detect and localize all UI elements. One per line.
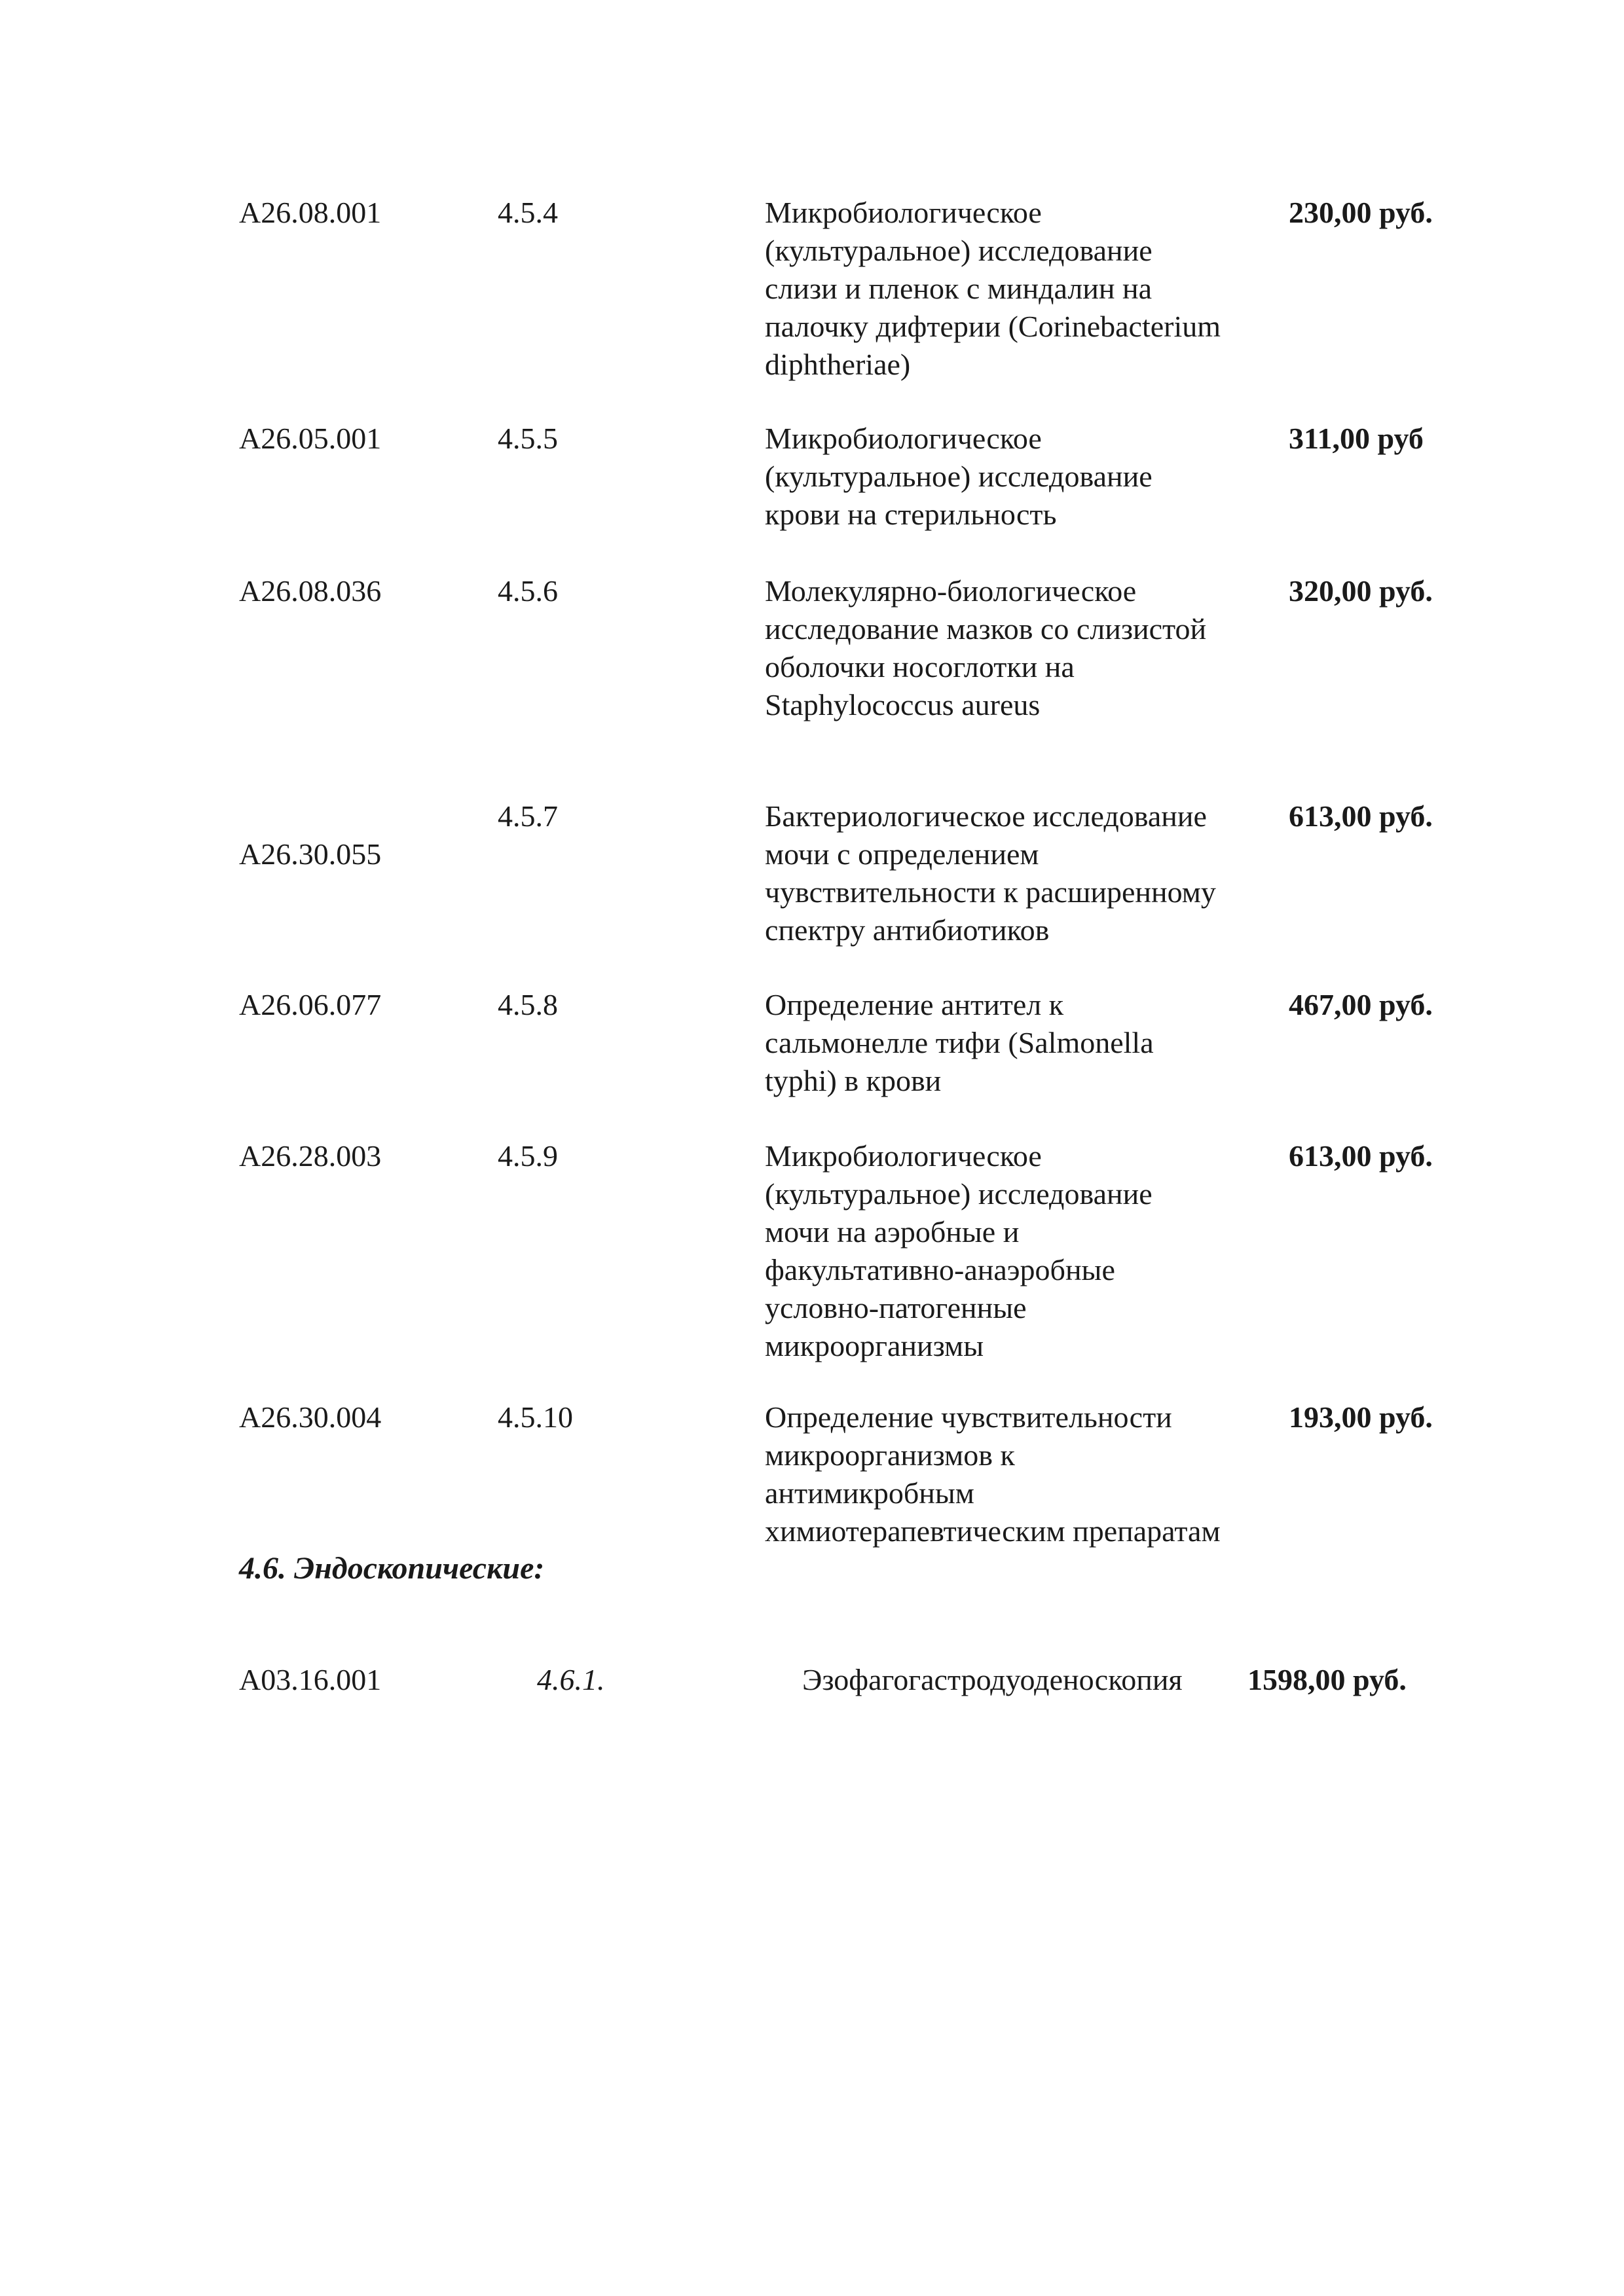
service-code: А03.16.001 bbox=[239, 1663, 382, 1696]
description-line: палочку дифтерии (Corinebacterium bbox=[765, 310, 1221, 343]
description-line: спектру антибиотиков bbox=[765, 913, 1050, 947]
description-line: микроорганизмы bbox=[765, 1329, 984, 1362]
service-code: А26.08.036 bbox=[239, 574, 382, 608]
service-code: А26.05.001 bbox=[239, 422, 382, 455]
description-line: (культуральное) исследование bbox=[765, 460, 1153, 493]
description-line: мочи на аэробные и bbox=[765, 1215, 1020, 1248]
description-line: оболочки носоглотки на bbox=[765, 650, 1075, 683]
service-description bbox=[765, 1137, 1276, 1365]
description-line: чувствительности к расширенному bbox=[765, 875, 1216, 909]
description-line: Молекулярно-биологическое bbox=[765, 574, 1137, 608]
service-code: А26.28.003 bbox=[239, 1139, 382, 1173]
service-code: А26.06.077 bbox=[239, 988, 382, 1021]
section-heading: 4.6. Эндоскопические: bbox=[239, 1551, 545, 1586]
description-line: diphtheriae) bbox=[765, 348, 911, 381]
description-line: Микробиологическое bbox=[765, 196, 1042, 229]
service-description bbox=[765, 1398, 1276, 1550]
description-line: Микробиологическое bbox=[765, 1139, 1042, 1173]
item-number: 4.5.8 bbox=[498, 988, 558, 1021]
description-line: (культуральное) исследование bbox=[765, 234, 1153, 267]
description-line: химиотерапевтическим препаратам bbox=[765, 1514, 1221, 1548]
description-line: typhi) в крови bbox=[765, 1064, 942, 1097]
service-price: 467,00 руб. bbox=[1289, 988, 1433, 1021]
description-line: слизи и пленок с миндалин на bbox=[765, 272, 1153, 305]
service-price: 320,00 руб. bbox=[1289, 574, 1433, 608]
service-price: 613,00 руб. bbox=[1289, 1139, 1433, 1173]
service-description: Эзофагогастродуоденоскопия bbox=[802, 1663, 1183, 1696]
description-line: Staphylococcus aureus bbox=[765, 688, 1041, 721]
item-number: 4.5.4 bbox=[498, 196, 558, 229]
item-number: 4.6.1. bbox=[537, 1663, 605, 1696]
description-line: исследование мазков со слизистой bbox=[765, 612, 1207, 646]
description-line: Микробиологическое bbox=[765, 422, 1042, 455]
service-price: 613,00 руб. bbox=[1289, 799, 1433, 833]
item-number: 4.5.9 bbox=[498, 1139, 558, 1173]
description-line: факультативно-анаэробные bbox=[765, 1253, 1115, 1286]
service-price: 311,00 руб bbox=[1289, 422, 1424, 455]
description-line: крови на стерильность bbox=[765, 498, 1057, 531]
description-line: сальмонелле тифи (Salmonella bbox=[765, 1026, 1154, 1059]
description-line: Бактериологическое исследование bbox=[765, 799, 1207, 833]
service-code: А26.30.055 bbox=[239, 837, 382, 871]
description-line: Определение чувствительности bbox=[765, 1400, 1172, 1434]
description-line: Определение антител к bbox=[765, 988, 1064, 1021]
service-price: 1598,00 руб. bbox=[1247, 1663, 1407, 1696]
item-number: 4.5.10 bbox=[498, 1400, 573, 1434]
service-description bbox=[765, 986, 1276, 1100]
service-description bbox=[765, 420, 1276, 534]
service-price: 230,00 руб. bbox=[1289, 196, 1433, 229]
description-line: мочи с определением bbox=[765, 837, 1039, 871]
item-number: 4.5.5 bbox=[498, 422, 558, 455]
description-line: антимикробным bbox=[765, 1476, 974, 1510]
service-description bbox=[765, 797, 1276, 949]
description-line: условно-патогенные bbox=[765, 1291, 1027, 1324]
service-code: А26.30.004 bbox=[239, 1400, 382, 1434]
item-number: 4.5.6 bbox=[498, 574, 558, 608]
description-line: (культуральное) исследование bbox=[765, 1177, 1153, 1211]
service-code: А26.08.001 bbox=[239, 196, 382, 229]
description-line: микроорганизмов к bbox=[765, 1438, 1015, 1472]
service-price: 193,00 руб. bbox=[1289, 1400, 1433, 1434]
service-description bbox=[765, 572, 1276, 724]
item-number: 4.5.7 bbox=[498, 799, 558, 833]
service-description bbox=[765, 194, 1276, 384]
